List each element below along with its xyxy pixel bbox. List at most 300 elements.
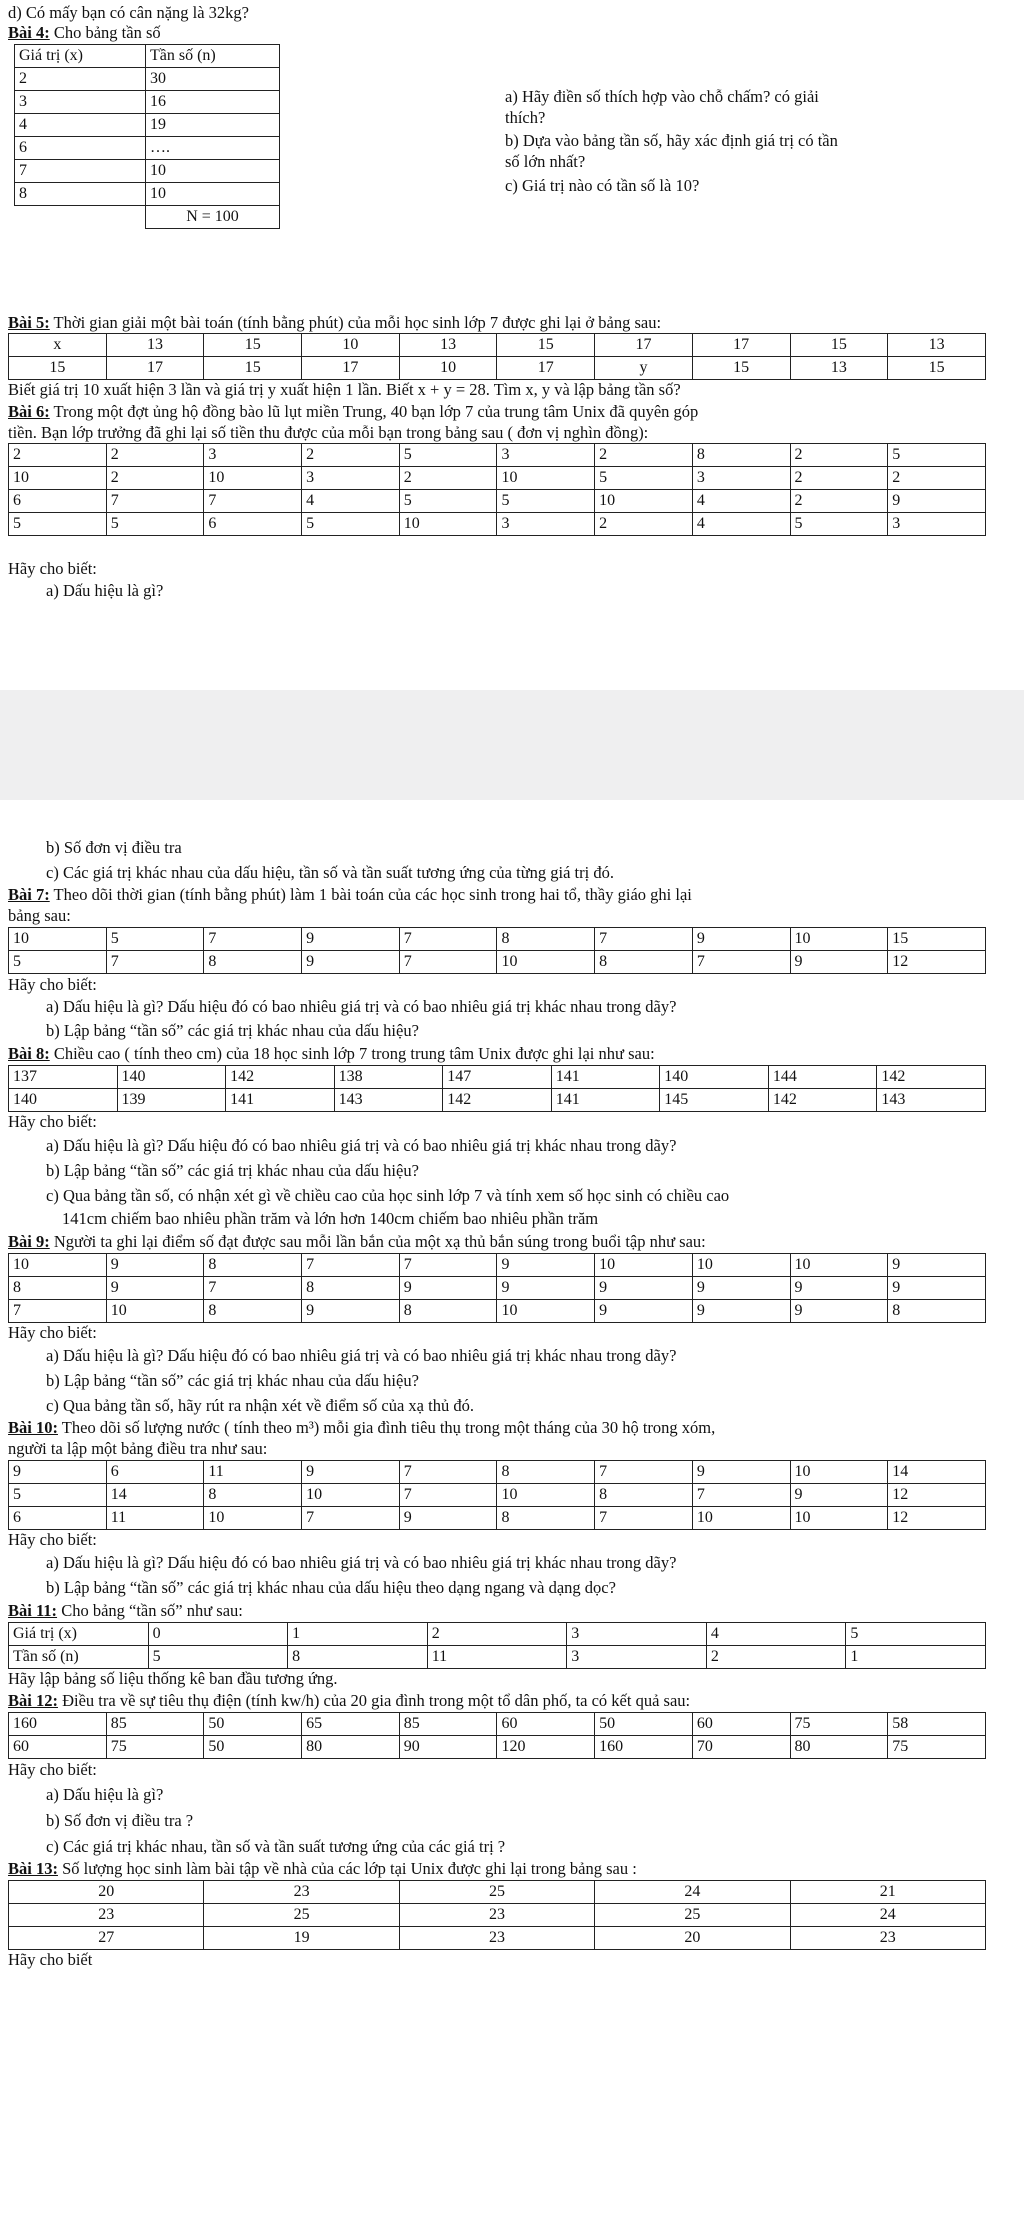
exercise-9-title: Bài 9: xyxy=(8,1232,50,1251)
table-row xyxy=(9,1736,986,1759)
ex13-ask: Hãy cho biết xyxy=(8,1950,93,1969)
table-cell: 7 xyxy=(595,928,693,951)
table-cell: x xyxy=(9,334,107,357)
table-row xyxy=(9,467,986,490)
table-cell: 143 xyxy=(334,1089,443,1112)
table-cell: 9 xyxy=(888,1254,986,1277)
table-cell: 90 xyxy=(399,1736,497,1759)
table-cell: 10 xyxy=(399,513,497,536)
table-cell: 9 xyxy=(302,1300,400,1323)
table-cell: 10 xyxy=(595,490,693,513)
table-cell: 142 xyxy=(443,1089,552,1112)
table-cell: 10 xyxy=(497,1300,595,1323)
table-cell: 17 xyxy=(106,357,204,380)
table-cell: 11 xyxy=(106,1507,204,1530)
table-cell: 6 xyxy=(106,1461,204,1484)
ex11-question: Hãy lập bảng số liệu thống kê ban đầu tương ứng. xyxy=(8,1669,338,1688)
table-cell: 8 xyxy=(497,928,595,951)
exercise-7-heading xyxy=(8,885,692,905)
table-cell: 5 xyxy=(302,513,400,536)
exercise-10-title: Bài 10: xyxy=(8,1418,58,1437)
exercise-10-heading xyxy=(8,1418,715,1438)
table-cell: 15 xyxy=(790,334,888,357)
table-cell: 140 xyxy=(9,1089,118,1112)
table-cell: 6 xyxy=(9,1507,107,1530)
exercise-8-intro: Chiều cao ( tính theo cm) của 18 học sinh lớp 7 trong trung tâm Unix được ghi lại như sau: xyxy=(49,1044,655,1063)
table-cell: 17 xyxy=(302,357,400,380)
table-cell: 14 xyxy=(888,1461,986,1484)
value-cell: 7 xyxy=(15,160,146,183)
table-cell: 15 xyxy=(204,357,302,380)
ex4-question-b-line1: b) Dựa vào bảng tần số, hãy xác định giá trị có tần xyxy=(505,131,838,150)
data-table-ex10 xyxy=(8,1460,986,1530)
exercise-6-intro-line2: tiền. Bạn lớp trưởng đã ghi lại số tiền thu được của mỗi bạn trong bảng sau ( đơn vị nghìn đồng): xyxy=(8,423,649,442)
table-cell: 2 xyxy=(790,467,888,490)
table-cell: 141 xyxy=(551,1089,660,1112)
table-cell: 9 xyxy=(790,1484,888,1507)
value-cell: 6 xyxy=(15,137,146,160)
table-cell: 5 xyxy=(148,1646,288,1669)
table-cell: 10 xyxy=(497,1484,595,1507)
table-row xyxy=(9,1507,986,1530)
table-cell: Tần số (n) xyxy=(9,1646,149,1669)
table-cell: 3 xyxy=(497,513,595,536)
table-cell: 7 xyxy=(106,490,204,513)
table-cell: 5 xyxy=(497,490,595,513)
table-cell: 6 xyxy=(9,490,107,513)
table-cell: 20 xyxy=(9,1881,204,1904)
table-cell: 9 xyxy=(692,928,790,951)
table-cell: 70 xyxy=(692,1736,790,1759)
ex8-ask: Hãy cho biết: xyxy=(8,1112,97,1131)
table-cell: 2 xyxy=(399,467,497,490)
table-cell: 160 xyxy=(595,1736,693,1759)
table-cell: 12 xyxy=(888,1507,986,1530)
exercise-5-heading xyxy=(8,313,661,333)
ex7-question-b: b) Lập bảng “tần số” các giá trị khác nhau của dấu hiệu? xyxy=(46,1021,419,1040)
empty-cell xyxy=(15,206,146,229)
table-row xyxy=(9,1300,986,1323)
table-cell: 2 xyxy=(427,1623,567,1646)
table-cell: 75 xyxy=(790,1713,888,1736)
table-cell: 15 xyxy=(888,357,986,380)
table-row xyxy=(9,1461,986,1484)
total-cell: N = 100 xyxy=(146,206,280,229)
table-row xyxy=(9,1277,986,1300)
table-row xyxy=(9,1881,986,1904)
exercise-4-intro: Cho bảng tần số xyxy=(49,23,161,42)
table-cell: 2 xyxy=(790,490,888,513)
table-cell: 9 xyxy=(790,951,888,974)
ex6-question-b: b) Số đơn vị điều tra xyxy=(46,838,182,857)
table-cell: 9 xyxy=(692,1300,790,1323)
exercise-4-title: Bài 4: xyxy=(8,23,50,42)
table-cell: 11 xyxy=(204,1461,302,1484)
exercise-12-heading xyxy=(8,1691,690,1711)
table-cell: 15 xyxy=(692,357,790,380)
ex7-question-a: a) Dấu hiệu là gì? Dấu hiệu đó có bao nhiêu giá trị và có bao nhiêu giá trị khác nhau trong dãy? xyxy=(46,997,677,1016)
table-cell: 7 xyxy=(399,951,497,974)
table-row xyxy=(9,1623,986,1646)
table-cell: 8 xyxy=(497,1461,595,1484)
exercise-11-heading xyxy=(8,1601,243,1621)
table-cell: 7 xyxy=(595,1461,693,1484)
table-cell: 8 xyxy=(399,1300,497,1323)
table-cell: 9 xyxy=(302,951,400,974)
table-cell: 7 xyxy=(302,1254,400,1277)
table-cell: 10 xyxy=(9,1254,107,1277)
table-row xyxy=(9,490,986,513)
table-cell: 7 xyxy=(9,1300,107,1323)
exercise-7-intro: Theo dõi thời gian (tính bằng phút) làm 1 bài toán của các học sinh trong hai tổ, thầy giáo ghi lại xyxy=(49,885,692,904)
table-cell: 50 xyxy=(204,1713,302,1736)
table-cell: 9 xyxy=(888,490,986,513)
data-table-ex9 xyxy=(8,1253,986,1323)
table-row xyxy=(9,1713,986,1736)
table-cell: 9 xyxy=(302,928,400,951)
table-cell: 10 xyxy=(302,334,400,357)
exercise-5-title: Bài 5: xyxy=(8,313,50,332)
table-cell: 140 xyxy=(660,1066,769,1089)
table-row xyxy=(15,160,280,183)
table-cell: 137 xyxy=(9,1066,118,1089)
table-cell: 10 xyxy=(790,1254,888,1277)
table-cell: 5 xyxy=(106,513,204,536)
table-cell: y xyxy=(595,357,693,380)
table-cell: 7 xyxy=(399,1484,497,1507)
exercise-10-intro-line2: người ta lập một bảng điều tra như sau: xyxy=(8,1439,268,1458)
ex4-question-c: c) Giá trị nào có tần số là 10? xyxy=(505,176,700,195)
table-cell: 9 xyxy=(595,1277,693,1300)
table-row xyxy=(9,1254,986,1277)
table-cell: 3 xyxy=(204,444,302,467)
table-cell: 65 xyxy=(302,1713,400,1736)
table-cell: 2 xyxy=(706,1646,846,1669)
table-cell: 15 xyxy=(204,334,302,357)
table-cell: 15 xyxy=(9,357,107,380)
table-cell: 8 xyxy=(204,1254,302,1277)
table-cell: 8 xyxy=(288,1646,428,1669)
data-table-ex8 xyxy=(8,1065,986,1112)
exercise-6-heading xyxy=(8,402,698,422)
table-cell: 2 xyxy=(595,513,693,536)
exercise-7-intro-line2: bảng sau: xyxy=(8,906,71,925)
table-row xyxy=(9,357,986,380)
table-cell: 4 xyxy=(302,490,400,513)
table-row xyxy=(9,1484,986,1507)
table-cell: 5 xyxy=(9,1484,107,1507)
table-cell: 23 xyxy=(204,1881,399,1904)
table-cell: 9 xyxy=(106,1277,204,1300)
table-row xyxy=(15,114,280,137)
table-cell: 2 xyxy=(302,444,400,467)
table-cell: 50 xyxy=(204,1736,302,1759)
table-cell: 8 xyxy=(9,1277,107,1300)
table-cell: 144 xyxy=(768,1066,877,1089)
table-cell: 2 xyxy=(9,444,107,467)
table-cell: 7 xyxy=(204,928,302,951)
table-row xyxy=(9,1066,986,1089)
table-cell: 10 xyxy=(692,1507,790,1530)
ex9-ask: Hãy cho biết: xyxy=(8,1323,97,1342)
table-cell: 160 xyxy=(9,1713,107,1736)
ex10-ask: Hãy cho biết: xyxy=(8,1530,97,1549)
table-cell: 8 xyxy=(302,1277,400,1300)
column-header-frequency: Tần số (n) xyxy=(146,45,280,68)
ex6-question-c: c) Các giá trị khác nhau của dấu hiệu, tần số và tần suất tương ứng của từng giá trị đó. xyxy=(46,863,614,882)
table-cell: 5 xyxy=(9,513,107,536)
table-cell: 17 xyxy=(497,357,595,380)
page-separator xyxy=(0,690,1024,800)
table-cell: 9 xyxy=(399,1507,497,1530)
frequency-cell: 10 xyxy=(146,183,280,206)
table-cell: 9 xyxy=(790,1300,888,1323)
table-cell: 8 xyxy=(204,1484,302,1507)
table-cell: 1 xyxy=(846,1646,986,1669)
ex12-question-a: a) Dấu hiệu là gì? xyxy=(46,1785,164,1804)
value-cell: 4 xyxy=(15,114,146,137)
table-cell: 9 xyxy=(9,1461,107,1484)
table-row xyxy=(9,444,986,467)
table-cell: 60 xyxy=(497,1713,595,1736)
table-cell: 9 xyxy=(302,1461,400,1484)
table-cell: 10 xyxy=(497,951,595,974)
table-cell: 7 xyxy=(204,490,302,513)
table-row xyxy=(9,1904,986,1927)
data-table-ex12 xyxy=(8,1712,986,1759)
ex8-question-a: a) Dấu hiệu là gì? Dấu hiệu đó có bao nhiêu giá trị và có bao nhiêu giá trị khác nhau trong dãy? xyxy=(46,1136,677,1155)
table-cell: 13 xyxy=(399,334,497,357)
ex5-question: Biết giá trị 10 xuất hiện 3 lần và giá trị y xuất hiện 1 lần. Biết x + y = 28. Tìm x, y và lập bảng tần số? xyxy=(8,380,681,399)
exercise-6-intro: Trong một đợt ủng hộ đồng bào lũ lụt miền Trung, 40 bạn lớp 7 của trung tâm Unix đã quyên góp xyxy=(49,402,699,421)
ex9-question-c: c) Qua bảng tần số, hãy rút ra nhận xét về điểm số của xạ thủ đó. xyxy=(46,1396,474,1415)
table-cell: 142 xyxy=(768,1089,877,1112)
ex9-question-b: b) Lập bảng “tần số” các giá trị khác nhau của dấu hiệu? xyxy=(46,1371,419,1390)
ex8-question-b: b) Lập bảng “tần số” các giá trị khác nhau của dấu hiệu? xyxy=(46,1161,419,1180)
table-header-row xyxy=(15,45,280,68)
table-cell: 0 xyxy=(148,1623,288,1646)
exercise-13-heading xyxy=(8,1859,637,1879)
table-cell: 4 xyxy=(692,490,790,513)
exercise-6-title: Bài 6: xyxy=(8,402,50,421)
ex8-question-c-line1: c) Qua bảng tần số, có nhận xét gì về chiều cao của học sinh lớp 7 và tính xem số học sinh có chiều cao xyxy=(46,1186,730,1205)
table-row xyxy=(9,1646,986,1669)
table-cell: 2 xyxy=(790,444,888,467)
table-cell: 80 xyxy=(302,1736,400,1759)
ex10-question-a: a) Dấu hiệu là gì? Dấu hiệu đó có bao nhiêu giá trị và có bao nhiêu giá trị khác nhau trong dãy? xyxy=(46,1553,677,1572)
table-cell: 85 xyxy=(106,1713,204,1736)
table-row xyxy=(9,1089,986,1112)
ex4-question-a-line1: a) Hãy điền số thích hợp vào chỗ chấm? có giải xyxy=(505,87,819,106)
table-cell: 142 xyxy=(877,1066,986,1089)
table-cell: 7 xyxy=(692,951,790,974)
table-cell: 2 xyxy=(888,467,986,490)
table-cell: 27 xyxy=(9,1927,204,1950)
table-cell: 7 xyxy=(692,1484,790,1507)
table-cell: 143 xyxy=(877,1089,986,1112)
table-cell: 141 xyxy=(551,1066,660,1089)
table-cell: 3 xyxy=(692,467,790,490)
table-cell: 13 xyxy=(106,334,204,357)
table-cell: 10 xyxy=(9,928,107,951)
table-cell: 2 xyxy=(106,467,204,490)
table-cell: 24 xyxy=(790,1904,985,1927)
table-cell: 9 xyxy=(399,1277,497,1300)
table-cell: 10 xyxy=(790,1507,888,1530)
table-cell: 17 xyxy=(595,334,693,357)
table-cell: 5 xyxy=(595,467,693,490)
table-cell: 138 xyxy=(334,1066,443,1089)
table-cell: 7 xyxy=(399,1254,497,1277)
ex10-question-b: b) Lập bảng “tần số” các giá trị khác nhau của dấu hiệu theo dạng ngang và dạng dọc? xyxy=(46,1578,616,1597)
ex8-question-c-line2: 141cm chiếm bao nhiêu phần trăm và lớn hơn 140cm chiếm bao nhiêu phần trăm xyxy=(62,1209,599,1228)
table-cell: 9 xyxy=(497,1277,595,1300)
table-cell: 5 xyxy=(399,444,497,467)
table-cell: 3 xyxy=(302,467,400,490)
table-cell: 9 xyxy=(692,1277,790,1300)
table-cell: 19 xyxy=(204,1927,399,1950)
table-cell: 10 xyxy=(692,1254,790,1277)
ex6-ask: Hãy cho biết: xyxy=(8,559,97,578)
table-cell: 4 xyxy=(706,1623,846,1646)
table-cell: 8 xyxy=(595,951,693,974)
table-cell: 5 xyxy=(9,951,107,974)
document-page-2 xyxy=(0,800,1024,2217)
table-cell: 4 xyxy=(692,513,790,536)
table-cell: 5 xyxy=(106,928,204,951)
table-row xyxy=(9,928,986,951)
total-row xyxy=(15,206,280,229)
table-cell: 3 xyxy=(497,444,595,467)
table-cell: 8 xyxy=(497,1507,595,1530)
frequency-cell: 30 xyxy=(146,68,280,91)
table-cell: 9 xyxy=(106,1254,204,1277)
table-cell: 10 xyxy=(204,467,302,490)
table-row xyxy=(15,68,280,91)
table-row xyxy=(9,513,986,536)
ex12-question-c: c) Các giá trị khác nhau, tần số và tần suất tương ứng của các giá trị ? xyxy=(46,1837,506,1856)
table-cell: 23 xyxy=(399,1904,594,1927)
ex12-ask: Hãy cho biết: xyxy=(8,1760,97,1779)
table-cell: 7 xyxy=(204,1277,302,1300)
table-cell: 139 xyxy=(117,1089,226,1112)
table-cell: 12 xyxy=(888,951,986,974)
exercise-12-title: Bài 12: xyxy=(8,1691,58,1710)
table-cell: 3 xyxy=(888,513,986,536)
table-cell: 2 xyxy=(595,444,693,467)
table-cell: 23 xyxy=(9,1904,204,1927)
table-cell: 8 xyxy=(204,1300,302,1323)
table-cell: 14 xyxy=(106,1484,204,1507)
table-row xyxy=(15,137,280,160)
value-cell: 3 xyxy=(15,91,146,114)
table-cell: 10 xyxy=(595,1254,693,1277)
table-cell: Giá trị (x) xyxy=(9,1623,149,1646)
exercise-8-title: Bài 8: xyxy=(8,1044,50,1063)
table-cell: 8 xyxy=(595,1484,693,1507)
table-cell: 120 xyxy=(497,1736,595,1759)
table-row xyxy=(15,91,280,114)
exercise-10-intro: Theo dõi số lượng nước ( tính theo m³) mỗi gia đình tiêu thụ trong một tháng của 30 hộ trong xóm, xyxy=(57,1418,716,1437)
table-cell: 3 xyxy=(567,1646,707,1669)
value-cell: 8 xyxy=(15,183,146,206)
table-cell: 8 xyxy=(204,951,302,974)
table-cell: 141 xyxy=(226,1089,335,1112)
table-cell: 9 xyxy=(790,1277,888,1300)
table-cell: 24 xyxy=(595,1881,790,1904)
table-cell: 12 xyxy=(888,1484,986,1507)
table-cell: 7 xyxy=(595,1507,693,1530)
table-cell: 21 xyxy=(790,1881,985,1904)
frequency-cell: …. xyxy=(146,137,280,160)
table-cell: 9 xyxy=(692,1461,790,1484)
table-cell: 7 xyxy=(399,928,497,951)
table-cell: 20 xyxy=(595,1927,790,1950)
data-table-ex7 xyxy=(8,927,986,974)
table-cell: 7 xyxy=(302,1507,400,1530)
table-cell: 10 xyxy=(9,467,107,490)
ex7-ask: Hãy cho biết: xyxy=(8,975,97,994)
table-cell: 10 xyxy=(399,357,497,380)
frequency-cell: 16 xyxy=(146,91,280,114)
exercise-9-heading xyxy=(8,1232,706,1252)
table-cell: 5 xyxy=(846,1623,986,1646)
table-cell: 15 xyxy=(497,334,595,357)
table-cell: 10 xyxy=(790,928,888,951)
table-cell: 2 xyxy=(106,444,204,467)
table-cell: 13 xyxy=(790,357,888,380)
frequency-cell: 19 xyxy=(146,114,280,137)
table-cell: 8 xyxy=(888,1300,986,1323)
exercise-5-intro: Thời gian giải một bài toán (tính bằng phút) của mỗi học sinh lớp 7 được ghi lại ở bảng sau: xyxy=(49,313,662,332)
value-cell: 2 xyxy=(15,68,146,91)
table-cell: 15 xyxy=(888,928,986,951)
exercise-11-title: Bài 11: xyxy=(8,1601,58,1620)
exercise-12-intro: Điều tra về sự tiêu thụ điện (tính kw/h) của 20 gia đình trong một tổ dân phố, ta có kết quả sau: xyxy=(57,1691,691,1710)
table-cell: 11 xyxy=(427,1646,567,1669)
table-cell: 9 xyxy=(595,1300,693,1323)
table-cell: 25 xyxy=(204,1904,399,1927)
table-cell: 1 xyxy=(288,1623,428,1646)
exercise-9-intro: Người ta ghi lại điểm số đạt được sau mỗi lần bắn của một xạ thủ bắn súng trong buổi tập như sau: xyxy=(49,1232,706,1251)
table-cell: 75 xyxy=(106,1736,204,1759)
frequency-table-ex4 xyxy=(14,44,280,229)
data-table-ex6 xyxy=(8,443,986,536)
table-cell: 142 xyxy=(226,1066,335,1089)
data-table-ex5 xyxy=(8,333,986,380)
table-cell: 7 xyxy=(399,1461,497,1484)
table-cell: 50 xyxy=(595,1713,693,1736)
table-cell: 60 xyxy=(692,1713,790,1736)
table-cell: 10 xyxy=(790,1461,888,1484)
table-cell: 10 xyxy=(204,1507,302,1530)
table-cell: 145 xyxy=(660,1089,769,1112)
column-header-value: Giá trị (x) xyxy=(15,45,146,68)
exercise-8-heading xyxy=(8,1044,655,1064)
data-table-ex13 xyxy=(8,1880,986,1950)
ex4-question-b-line2: số lớn nhất? xyxy=(505,152,586,171)
table-row xyxy=(15,183,280,206)
table-cell: 140 xyxy=(117,1066,226,1089)
table-cell: 23 xyxy=(399,1927,594,1950)
ex9-question-a: a) Dấu hiệu là gì? Dấu hiệu đó có bao nhiêu giá trị và có bao nhiêu giá trị khác nhau trong dãy? xyxy=(46,1346,677,1365)
table-cell: 147 xyxy=(443,1066,552,1089)
frequency-cell: 10 xyxy=(146,160,280,183)
table-cell: 13 xyxy=(888,334,986,357)
table-cell: 75 xyxy=(888,1736,986,1759)
ex12-question-b: b) Số đơn vị điều tra ? xyxy=(46,1811,194,1830)
table-cell: 23 xyxy=(790,1927,985,1950)
